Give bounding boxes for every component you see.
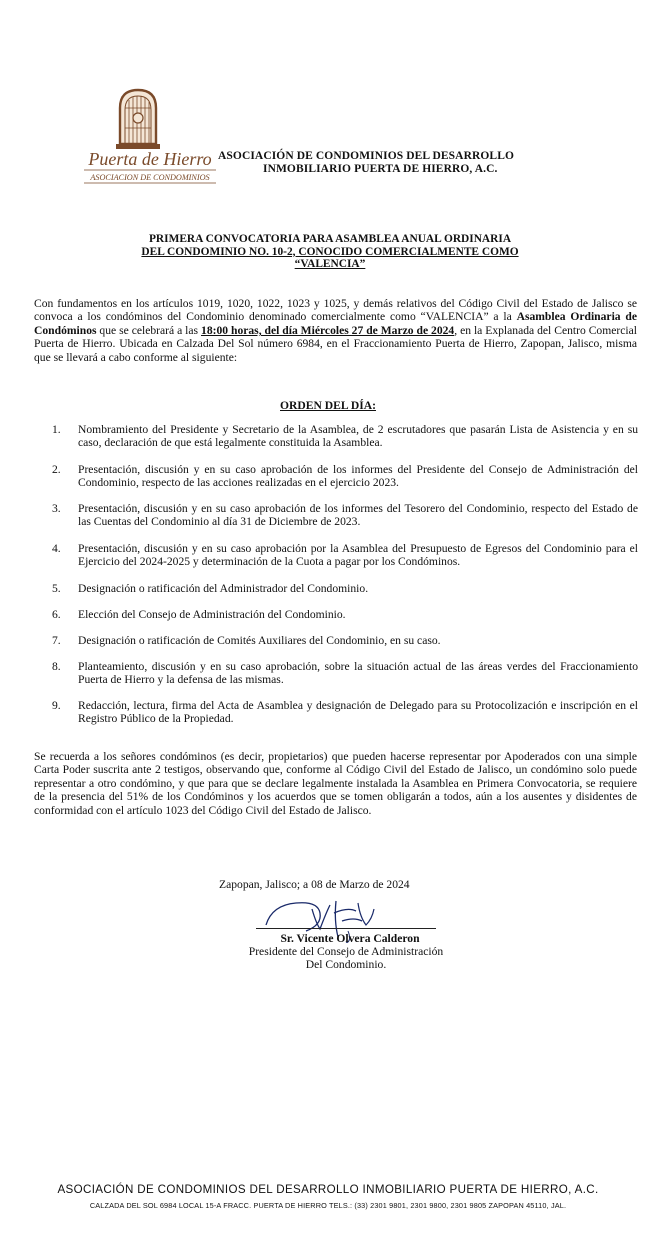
title-line-3: “VALENCIA” [294,258,366,270]
footer-address: CALZADA DEL SOL 6984 LOCAL 15-A FRACC. PUERTA DE HIERRO TELS.: (33) 2301 9801, 2301 9800, 2301 9805 ZAPOPAN 45110, JAL. [89,1201,567,1210]
intro-text-1: Con fundamentos en los artículos 1019, 1020, 1022, 1023 y 1025, y demás relativos del Código Civil del Estado de Jalisco se convoca a los condóminos del Condominio denominado comercialmente como “VALENCIA” a la [34,297,637,324]
agenda-item [52,423,638,450]
document-title [110,233,550,271]
agenda-item-number: 2. [52,463,61,476]
title-line-1: PRIMERA CONVOCATORIA PARA ASAMBLEA ANUAL ORDINARIA [148,233,512,245]
agenda-item-number: 7. [52,634,61,647]
svg-text:Puerta de Hierro: Puerta de Hierro [88,149,212,169]
agenda-item [52,634,638,647]
svg-text:ASOCIACION DE CONDOMINIOS: ASOCIACION DE CONDOMINIOS [90,173,210,182]
agenda-item [52,582,638,595]
agenda-item [52,608,638,621]
agenda-item-number: 6. [52,608,61,621]
org-line-2: INMOBILIARIO PUERTA DE HIERRO, A.C. [263,163,498,175]
agenda-item-text: Designación o ratificación del Administrador del Condominio. [78,582,369,595]
agenda-item [52,542,638,569]
signer-role-1: Presidente del Consejo de Administración [248,945,444,959]
agenda-item [52,699,638,726]
agenda-item-number: 5. [52,582,61,595]
agenda-item-number: 3. [52,502,61,515]
place-date: Zapopan, Jalisco; a 08 de Marzo de 2024 [219,878,410,891]
intro-text-3: , en la Explanada del Centro Comercial Puerta de Hierro. Ubicada en Calzada Del Sol número 6984, en el Fraccionamiento Puerta de Hierro, Zapopan, Jalisco, misma que se llevará a cabo conforme al siguiente: [34,323,637,364]
agenda-item [52,660,638,687]
signer-block [196,932,496,972]
org-line-1: ASOCIACIÓN DE CONDOMINIOS DEL DESARROLLO [218,150,515,162]
agenda-item [52,502,638,529]
signer-role-2: Del Condominio. [305,958,387,972]
agenda-item-text: Presentación, discusión y en su caso aprobación por la Asamblea del Presupuesto de Egresos del Condominio para el Ejercicio del 2024-2025 y determinación de la Cuota a pagar por los Condóminos. [78,542,638,569]
agenda-item-text: Presentación, discusión y en su caso aprobación de los informes del Tesorero del Condominio, respecto del Estado de las Cuentas del Condominio al día 31 de Diciembre de 2023. [78,502,638,529]
assembly-datetime: 18:00 horas, del día Miércoles 27 de Marzo de 2024 [201,323,455,337]
agenda-item-text: Elección del Consejo de Administración del Condominio. [78,608,346,621]
agenda-item [52,463,638,490]
agenda-item-number: 9. [52,699,61,712]
puerta-de-hierro-logo [76,86,224,186]
footer-org-name: ASOCIACIÓN DE CONDOMINIOS DEL DESARROLLO INMOBILIARIO PUERTA DE HIERRO, A.C. [57,1183,599,1196]
title-line-2: DEL CONDOMINIO NO. 10-2, CONOCIDO COMERCIALMENTE COMO [141,245,519,258]
agenda-item-text: Redacción, lectura, firma del Acta de Asamblea y designación de Delegado para su Protocolización e inscripción en el Registro Público de la Propiedad. [78,699,638,726]
agenda-item-number: 8. [52,660,61,673]
closing-paragraph: Se recuerda a los señores condóminos (es decir, propietarios) que pueden hacerse representar por Apoderados con una simple Carta Poder suscrita ante 2 testigos, observando que, conforme al Código Civil del Estado de Jalisco, un condómino solo puede representar a otro condómino, y que para que se declare legalmente instalada la Asamblea en Primera Convocatoria, se requiere de la presencia del 51% de los Condóminos y los acuerdos que se tomen obligarán a todos, aún a los ausentes y disidentes de conformidad con el artículo 1023 del Código Civil del Estado de Jalisco. [34,750,637,817]
agenda-item-text: Planteamiento, discusión y en su caso aprobación, sobre la situación actual de las áreas verdes del Fraccionamiento Puerta de Hierro y la defensa de las mismas. [78,660,638,687]
assembly-name: Asamblea Ordinaria de Condóminos [34,310,637,337]
agenda-item-number: 4. [52,542,61,555]
signature-line [256,928,436,929]
organization-heading [218,150,558,176]
intro-text-2: que se celebrará a las [96,323,202,337]
agenda-title: ORDEN DEL DÍA: [280,399,376,412]
agenda-item-text: Designación o ratificación de Comités Auxiliares del Condominio, en su caso. [78,634,441,647]
intro-paragraph [34,297,637,364]
agenda-item-text: Nombramiento del Presidente y Secretario de la Asamblea, de 2 escrutadores que pasarán Lista de Asistencia y en su caso, declaración de que está legalmente constituida la Asamblea. [78,423,638,450]
agenda-item-text: Presentación, discusión y en su caso aprobación de los informes del Presidente del Consejo de Administración del Condominio, respecto de las acciones realizadas en el ejercicio 2023. [78,463,638,490]
agenda-item-number: 1. [52,423,61,436]
signer-name: Sr. Vicente Olvera Calderon [280,932,420,945]
